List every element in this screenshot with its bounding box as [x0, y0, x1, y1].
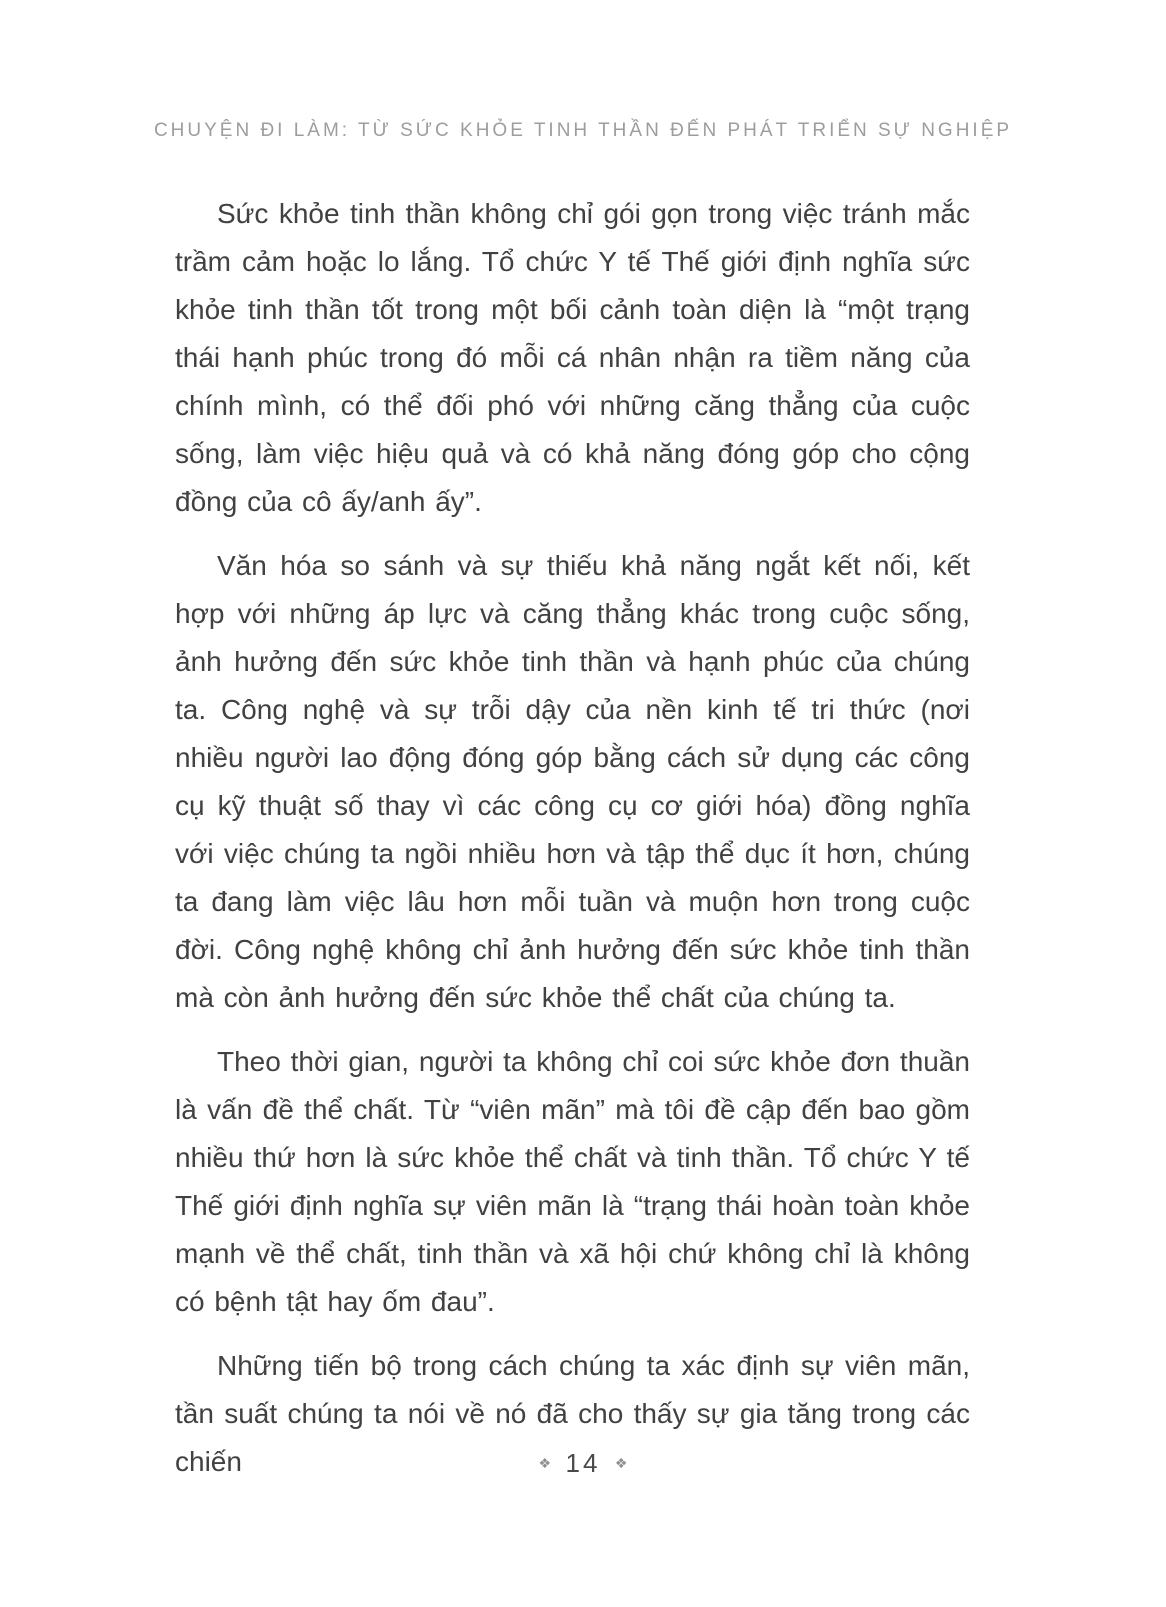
page-content: [175, 190, 970, 1502]
page-footer: [0, 1448, 1166, 1479]
paragraph-1: Sức khỏe tinh thần không chỉ gói gọn trong việc tránh mắc trầm cảm hoặc lo lắng. Tổ chức Y tế Thế giới định nghĩa sức khỏe tinh thần tốt trong một bối cảnh toàn diện là “một trạng thái hạnh phúc trong đó mỗi cá nhân nhận ra tiềm năng của chính mình, có thể đối phó với những căng thẳng của cuộc sống, làm việc hiệu quả và có khả năng đóng góp cho cộng đồng của cô ấy/anh ấy”.: [175, 198, 970, 517]
paragraph-4: Những tiến bộ trong cách chúng ta xác định sự viên mãn, tần suất chúng ta nói về nó đã cho thấy sự gia tăng trong các chiến: [175, 1350, 970, 1477]
paragraph-3: Theo thời gian, người ta không chỉ coi sức khỏe đơn thuần là vấn đề thể chất. Từ “viên mãn” mà tôi đề cập đến bao gồm nhiều thứ hơn là sức khỏe thể chất và tinh thần. Tổ chức Y tế Thế giới định nghĩa sự viên mãn là “trạng thái hoàn toàn khỏe mạnh về thể chất, tinh thần và xã hội chứ không chỉ là không có bệnh tật hay ốm đau”.: [175, 1046, 970, 1317]
running-header: CHUYỆN ĐI LÀM: TỪ SỨC KHỎE TINH THẦN ĐẾN PHÁT TRIỂN SỰ NGHIỆP: [153, 120, 1013, 141]
diamond-ornament-icon: ❖: [614, 1455, 628, 1471]
page-number: 14: [565, 1448, 601, 1478]
paragraph-2: Văn hóa so sánh và sự thiếu khả năng ngắt kết nối, kết hợp với những áp lực và căng thẳng khác trong cuộc sống, ảnh hưởng đến sức khỏe tinh thần và hạnh phúc của chúng ta. Công nghệ và sự trỗi dậy của nền kinh tế tri thức (nơi nhiều người lao động đóng góp bằng cách sử dụng các công cụ kỹ thuật số thay vì các công cụ cơ giới hóa) đồng nghĩa với việc chúng ta ngồi nhiều hơn và tập thể dục ít hơn, chúng ta đang làm việc lâu hơn mỗi tuần và muộn hơn trong cuộc đời. Công nghệ không chỉ ảnh hưởng đến sức khỏe tinh thần mà còn ảnh hưởng đến sức khỏe thể chất của chúng ta.: [175, 550, 970, 1013]
diamond-ornament-icon: ❖: [538, 1455, 552, 1471]
